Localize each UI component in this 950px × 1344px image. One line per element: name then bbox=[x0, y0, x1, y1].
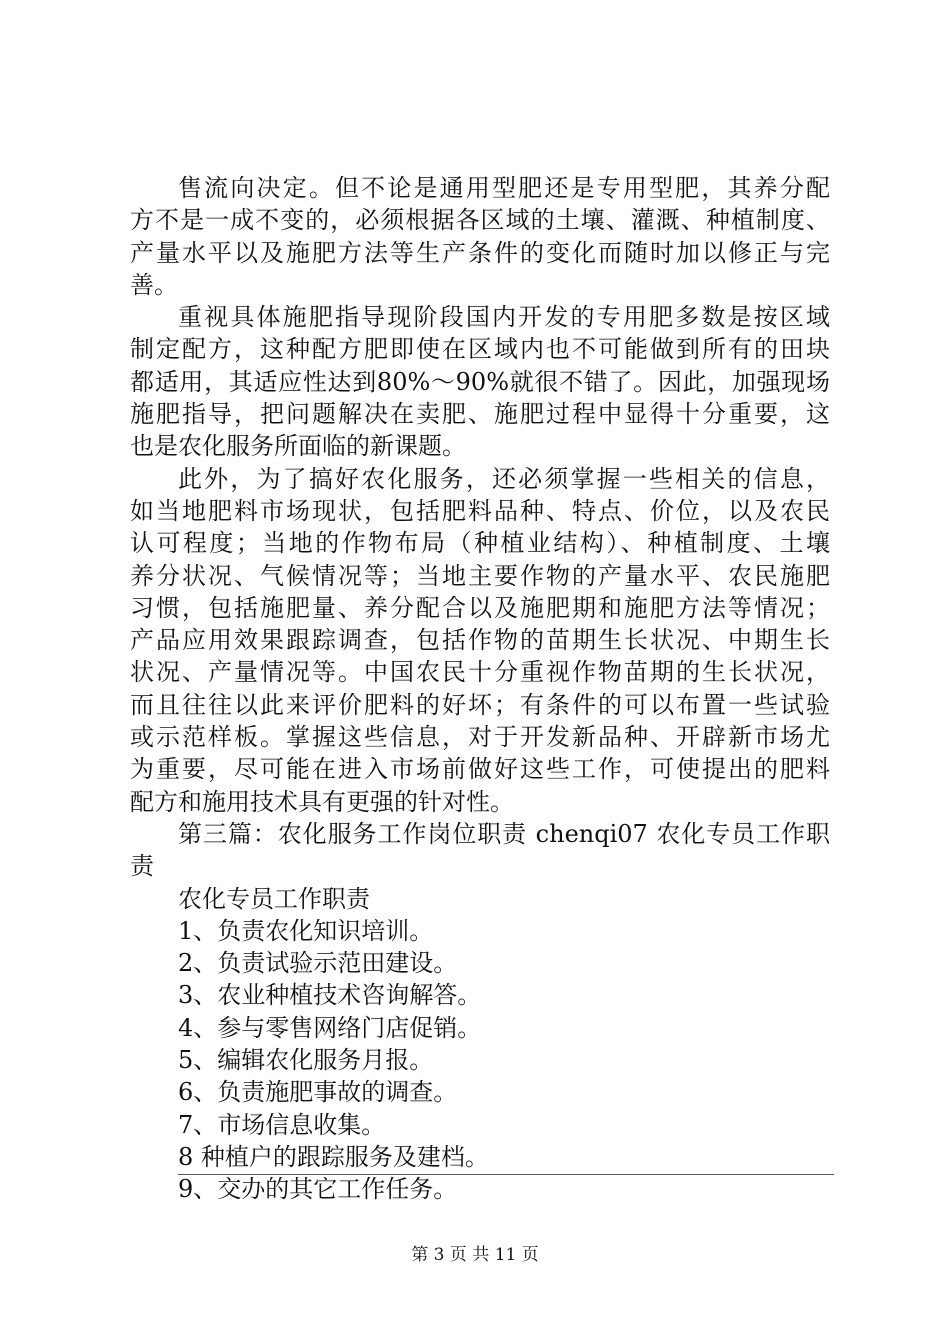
duty-item: 8 种植户的跟踪服务及建档。 bbox=[178, 1142, 489, 1171]
text-line: 认可程度；当地的作物布局（种植业结构）、种植制度、土壤 bbox=[130, 529, 830, 558]
duty-item: 1、负责农化知识培训。 bbox=[178, 916, 434, 945]
duty-item: 4、参与零售网络门店促销。 bbox=[178, 1013, 482, 1042]
text-line: 配方和施用技术具有更强的针对性。 bbox=[130, 787, 514, 816]
text-line: 或示范样板。掌握这些信息，对于开发新品种、开辟新市场尤 bbox=[130, 723, 830, 752]
text-line: 为重要，尽可能在进入市场前做好这些工作，可使提出的肥料 bbox=[130, 755, 830, 784]
text-line: 制定配方，这种配方肥即使在区域内也不可能做到所有的田块 bbox=[130, 335, 830, 364]
text-line: 善。 bbox=[130, 270, 178, 299]
duty-item: 6、负责施肥事故的调查。 bbox=[178, 1078, 458, 1107]
text-line: 此外，为了搞好农化服务，还必须掌握一些相关的信息， bbox=[178, 464, 830, 493]
text-line: 状况、产量情况等。中国农民十分重视作物苗期的生长状况， bbox=[130, 658, 830, 687]
paragraph-related-information bbox=[130, 463, 830, 818]
paragraph-fertilizing-guidance bbox=[130, 301, 830, 462]
document-body bbox=[130, 172, 830, 1206]
text-line: 都适用，其适应性达到80%～90%就很不错了。因此，加强现场 bbox=[130, 367, 830, 396]
text-line: 也是农化服务所面临的新课题。 bbox=[130, 432, 466, 461]
text-line: 产品应用效果跟踪调查，包括作物的苗期生长状况、中期生长 bbox=[130, 626, 830, 655]
text-line: 售流向决定。但不论是通用型肥还是专用型肥，其养分配 bbox=[178, 174, 830, 202]
duties-section bbox=[130, 883, 830, 1206]
duty-item: 9、交办的其它工作任务。 bbox=[178, 1175, 458, 1204]
paragraph-fertilizer-formula bbox=[130, 172, 830, 301]
duty-item: 5、编辑农化服务月报。 bbox=[178, 1046, 434, 1075]
duty-item: 2、负责试验示范田建设。 bbox=[178, 949, 458, 978]
text-line: 养分状况、气候情况等；当地主要作物的产量水平、农民施肥 bbox=[130, 561, 830, 590]
duty-item: 7、市场信息收集。 bbox=[178, 1110, 386, 1139]
text-line: 习惯，包括施肥量、养分配合以及施肥期和施肥方法等情况； bbox=[130, 593, 830, 622]
section-heading bbox=[130, 818, 830, 883]
text-line: 重视具体施肥指导现阶段国内开发的专用肥多数是按区域 bbox=[178, 303, 830, 332]
duty-item: 3、农业种植技术咨询解答。 bbox=[178, 981, 482, 1010]
text-line: 如当地肥料市场现状，包括肥料品种、特点、价位，以及农民 bbox=[130, 496, 830, 525]
text-line: 方不是一成不变的，必须根据各区域的土壤、灌溉、种植制度、 bbox=[130, 206, 830, 235]
footer-divider bbox=[178, 1174, 834, 1175]
section-heading-line: 责 bbox=[130, 852, 154, 881]
page-number: 第 3 页 共 11 页 bbox=[411, 1245, 539, 1265]
text-line: 而且往往以此来评价肥料的好坏；有条件的可以布置一些试验 bbox=[130, 690, 830, 719]
section-heading-line: 第三篇：农化服务工作岗位职责 chenqi07 农化专员工作职 bbox=[178, 819, 830, 848]
text-line: 产量水平以及施肥方法等生产条件的变化而随时加以修正与完 bbox=[130, 238, 830, 267]
text-line: 施肥指导，把问题解决在卖肥、施肥过程中显得十分重要，这 bbox=[130, 400, 830, 429]
duties-title: 农化专员工作职责 bbox=[178, 884, 370, 913]
